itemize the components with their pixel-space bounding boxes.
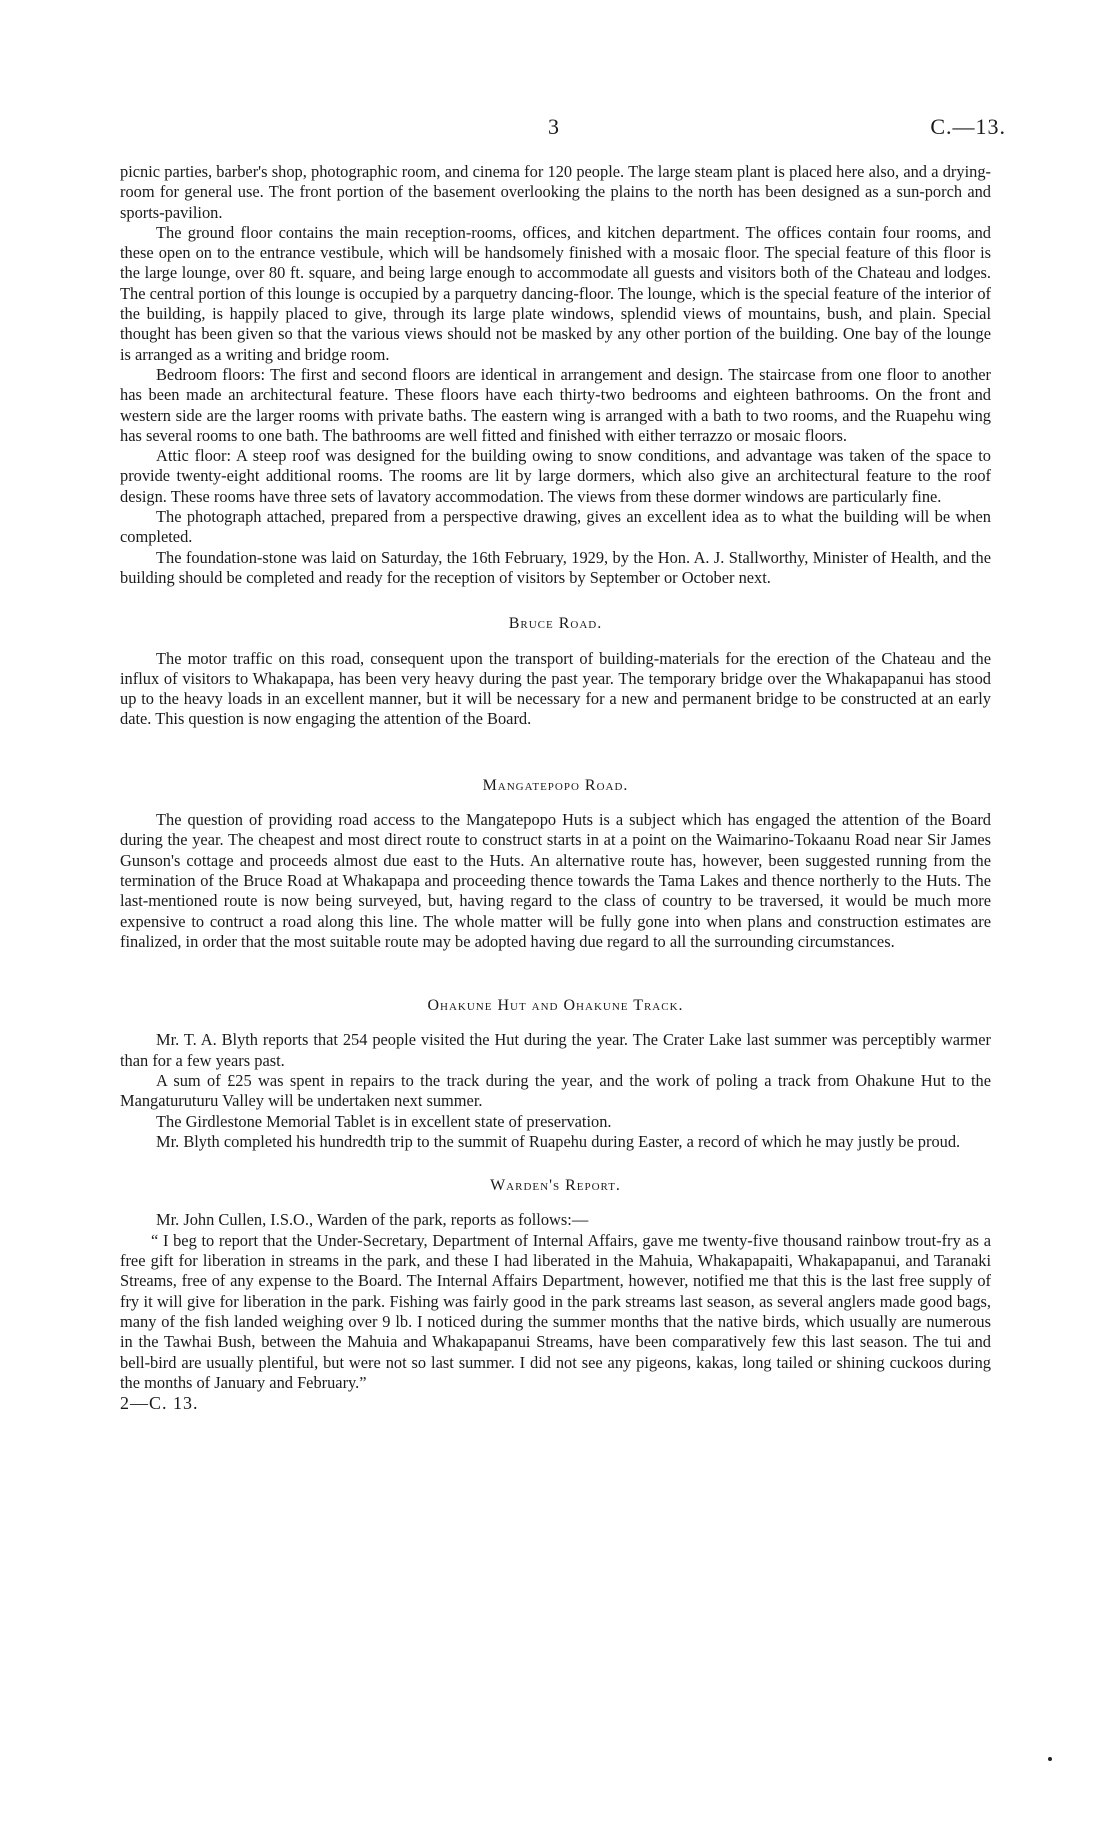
section-heading-bruce-road: Bruce Road.	[508, 615, 603, 633]
section-heading-wardens-report: Warden's Report.	[490, 1177, 621, 1195]
scan-speck	[1048, 1757, 1052, 1761]
page-number: 3	[548, 114, 559, 139]
paragraph: The photograph attached, prepared from a perspective drawing, gives an excellent idea as to what the building will be when completed.	[120, 507, 991, 547]
paragraph: Mr. T. A. Blyth reports that 254 people visited the Hut during the year. The Crater Lake last summer was perceptibly warmer than for a few years past.	[120, 1030, 991, 1070]
paragraph: The question of providing road access to the Mangatepopo Huts is a subject which has engaged the attention of the Board during the year. The cheapest and most direct route to construct starts in at a point on the Waimarino-Tokaanu Road near Sir James Gunson's cottage and proceeds almost due east to the Huts. An alternative route has, however, been suggested running from the termination of the Bruce Road at Whakapapa and proceeding thence towards the Tama Lakes and thence northerly to the Huts. The last-mentioned route is now being surveyed, but, having regard to the class of country to be traversed, it would be much more expensive to contruct a road along this line. The whole matter will be fully gone into when plans and construction estimates are finalized, in order that the most suitable route may be adopted having due regard to all the surrounding circumstances.	[120, 810, 991, 951]
section-heading-ohakune: Ohakune Hut and Ohakune Track.	[427, 997, 684, 1015]
paragraph: Bedroom floors: The first and second floors are identical in arrangement and design. The staircase from one floor to another has been made an architectural feature. These floors have each thirty-two bedrooms and eighteen bathrooms. On the front and western side are the larger rooms with private baths. The eastern wing is arranged with a bath to two rooms, and the Ruapehu wing has several rooms to one bath. The bathrooms are well fitted and finished with either terrazzo or mosaic floors.	[120, 364, 991, 445]
paragraph: Mr. John Cullen, I.S.O., Warden of the park, reports as follows:—	[156, 1210, 589, 1230]
footer-reference: 2—C. 13.	[120, 1393, 199, 1414]
paragraph: The ground floor contains the main reception-rooms, offices, and kitchen department. The offices contain four rooms, and these open on to the entrance vestibule, which will be handsomely finished with a mosaic floor. The special feature of this floor is the large lounge, over 80 ft. square, and being large enough to accommodate all guests and visitors both of the Chateau and lodges. The central portion of this lounge is occupied by a parquetry dancing-floor. The lounge, which is the special feature of the interior of the building, is happily placed to give, through its large plate windows, splendid views of mountains, bush, and plain. Special thought has been given so that the various views should not be masked by any other portion of the building. One bay of the lounge is arranged as a writing and bridge room.	[120, 222, 991, 364]
paragraph: The motor traffic on this road, consequent upon the transport of building-materials for the erection of the Chateau and the influx of visitors to Whakapapa, has been very heavy during the past year. The temporary bridge over the Whakapapanui has stood up to the heavy loads in an excellent manner, but it will be necessary for a new and permanent bridge to be constructed at an early date. This question is now engaging the attention of the Board.	[120, 648, 991, 729]
paragraph: Attic floor: A steep roof was designed for the building owing to snow conditions, and advantage was taken of the space to provide twenty-eight additional rooms. The rooms are lit by large dormers, which also give an architectural feature to the roof design. These rooms have three sets of lavatory accommodation. The views from these dormer windows are particularly fine.	[120, 446, 991, 506]
quoted-report: “ I beg to report that the Under-Secretary, Department of Internal Affairs, gave me twenty-five thousand rainbow trout-fry as a free gift for liberation in streams in the park, and these I had liberated in the Mahuia, Whakapapaiti, Whakapapanui, and Taranaki Streams, free of any expense to the Board. The Internal Affairs Department, however, notified me that this is the last free supply of fry it will give for liberation in the park. Fishing was fairly good in the park streams last season, as several anglers made good bags, many of the fish landed weighing over 9 lb. I noticed during the summer months that the native birds, which usually are numerous in the Tawhai Bush, between the Mahuia and Whakapapanui Streams, have been comparatively few this last season. The tui and bell-bird are usually plentiful, but were not so last summer. I did not see any pigeons, kakas, long tailed or shining cuckoos during the months of January and February.”	[120, 1230, 991, 1392]
paragraph: Mr. Blyth completed his hundredth trip to the summit of Ruapehu during Easter, a record of which he may justly be proud.	[156, 1131, 961, 1151]
paragraph: The foundation-stone was laid on Saturday, the 16th February, 1929, by the Hon. A. J. Stallworthy, Minister of Health, and the building should be completed and ready for the reception of visitors by September or October next.	[120, 547, 991, 587]
paragraph: A sum of £25 was spent in repairs to the track during the year, and the work of poling a track from Ohakune Hut to the Mangaturuturu Valley will be undertaken next summer.	[120, 1070, 991, 1111]
section-heading-mangatepopo-road: Mangatepopo Road.	[482, 776, 629, 794]
document-reference: C.—13.	[930, 114, 1006, 139]
paragraph: picnic parties, barber's shop, photographic room, and cinema for 120 people. The large steam plant is placed here also, and a drying-room for general use. The front portion of the basement overlooking the plains to the north has been designed as a sun-porch and sports-pavilion.	[120, 162, 991, 222]
document-body	[120, 162, 991, 1413]
paragraph: The Girdlestone Memorial Tablet is in excellent state of preservation.	[156, 1111, 612, 1131]
page-header	[0, 114, 1114, 142]
